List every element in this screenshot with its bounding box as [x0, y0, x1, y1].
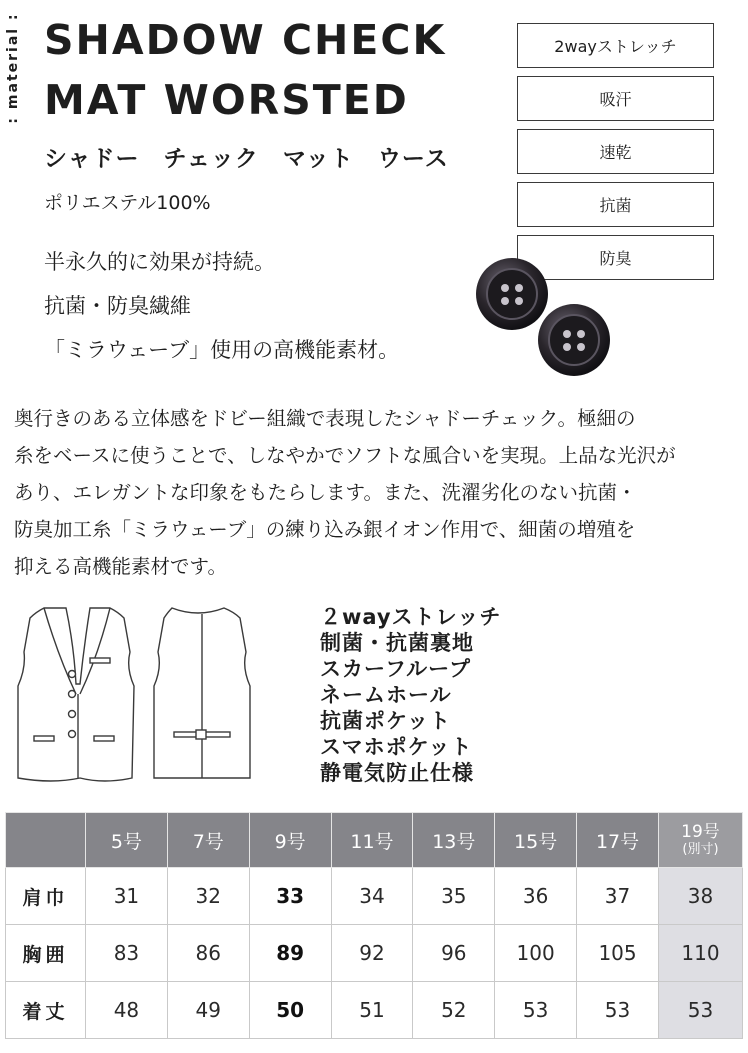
- table-cell: 48: [86, 982, 168, 1039]
- table-cell: 100: [495, 925, 577, 982]
- spec-item: 静電気防止仕様: [320, 761, 474, 785]
- spec-item: ２wayストレッチ: [320, 605, 502, 629]
- size-table: [5, 812, 743, 1039]
- table-cell: 83: [86, 925, 168, 982]
- description-line: 糸をベースに使うことで、しなやかでソフトな風合いを実現。上品な光沢が: [14, 444, 676, 467]
- size-header: 11号: [331, 813, 413, 868]
- table-cell: 51: [331, 982, 413, 1039]
- row-label: 着丈: [6, 982, 86, 1039]
- table-cell-special: 38: [659, 868, 743, 925]
- table-corner: [6, 813, 86, 868]
- row-label: 肩巾: [6, 868, 86, 925]
- description-line: 抑える高機能素材です。: [14, 555, 227, 578]
- table-cell: 96: [413, 925, 495, 982]
- row-label: 胸囲: [6, 925, 86, 982]
- table-cell: 49: [167, 982, 249, 1039]
- headline-line-1: 半永久的に効果が持続。: [44, 250, 275, 274]
- vest-back: [154, 608, 250, 778]
- size-header: 7号: [167, 813, 249, 868]
- button-left: [476, 258, 548, 330]
- size-header: 9号: [249, 813, 331, 868]
- table-cell: 34: [331, 868, 413, 925]
- table-cell-special: 53: [659, 982, 743, 1039]
- table-row: [6, 868, 743, 925]
- table-cell: 35: [413, 868, 495, 925]
- material-tag: : material :: [5, 12, 21, 124]
- table-cell: 50: [249, 982, 331, 1039]
- title-line-1: SHADOW CHECK: [44, 16, 447, 64]
- feature-box-stretch: 2wayストレッチ: [517, 23, 714, 68]
- table-cell: 105: [577, 925, 659, 982]
- size-header-row: [6, 813, 743, 868]
- table-cell: 53: [577, 982, 659, 1039]
- size-header: 13号: [413, 813, 495, 868]
- table-cell: 52: [413, 982, 495, 1039]
- spec-item: スカーフループ: [320, 657, 472, 681]
- headline-line-3: 「ミラウェーブ」使用の高機能素材。: [44, 338, 400, 362]
- size-header: 5号: [86, 813, 168, 868]
- description-line: 防臭加工糸「ミラウェーブ」の練り込み銀イオン作用で、細菌の増殖を: [14, 518, 636, 541]
- table-cell: 86: [167, 925, 249, 982]
- table-row: [6, 925, 743, 982]
- spec-item: 抗菌ポケット: [320, 709, 451, 733]
- table-cell: 32: [167, 868, 249, 925]
- feature-box-antibacterial: 抗菌: [517, 182, 714, 227]
- vest-illustration: [14, 606, 278, 786]
- spec-item: スマホポケット: [320, 735, 473, 759]
- spec-item: 制菌・抗菌裏地: [320, 631, 474, 655]
- table-cell: 89: [249, 925, 331, 982]
- table-row: [6, 982, 743, 1039]
- subtitle-japanese: シャドー チェック マット ウース: [44, 146, 449, 172]
- feature-box-sweat-absorb: 吸汗: [517, 76, 714, 121]
- size-header-special: 19号 (別寸): [659, 813, 743, 868]
- fabric-composition: ポリエステル100%: [44, 192, 211, 214]
- table-cell: 92: [331, 925, 413, 982]
- table-cell: 31: [86, 868, 168, 925]
- table-cell-special: 110: [659, 925, 743, 982]
- spec-item: ネームホール: [320, 683, 452, 707]
- table-cell: 37: [577, 868, 659, 925]
- feature-box-deodorant: 防臭: [517, 235, 714, 280]
- button-right: [538, 304, 610, 376]
- suit-buttons-photo: [470, 252, 610, 382]
- table-cell: 33: [249, 868, 331, 925]
- description-line: 奥行きのある立体感をドビー組織で表現したシャドーチェック。極細の: [14, 407, 636, 430]
- table-cell: 36: [495, 868, 577, 925]
- headline-line-2: 抗菌・防臭繊維: [44, 294, 191, 318]
- product-description: [14, 400, 742, 585]
- title-line-2: MAT WORSTED: [44, 76, 409, 124]
- size-header: 17号: [577, 813, 659, 868]
- table-cell: 53: [495, 982, 577, 1039]
- description-line: あり、エレガントな印象をもたらします。また、洗濯劣化のない抗菌・: [14, 481, 637, 504]
- size-header: 15号: [495, 813, 577, 868]
- feature-box-list: [517, 23, 714, 288]
- spec-list: [320, 604, 501, 786]
- vest-front: [18, 608, 134, 781]
- feature-box-quick-dry: 速乾: [517, 129, 714, 174]
